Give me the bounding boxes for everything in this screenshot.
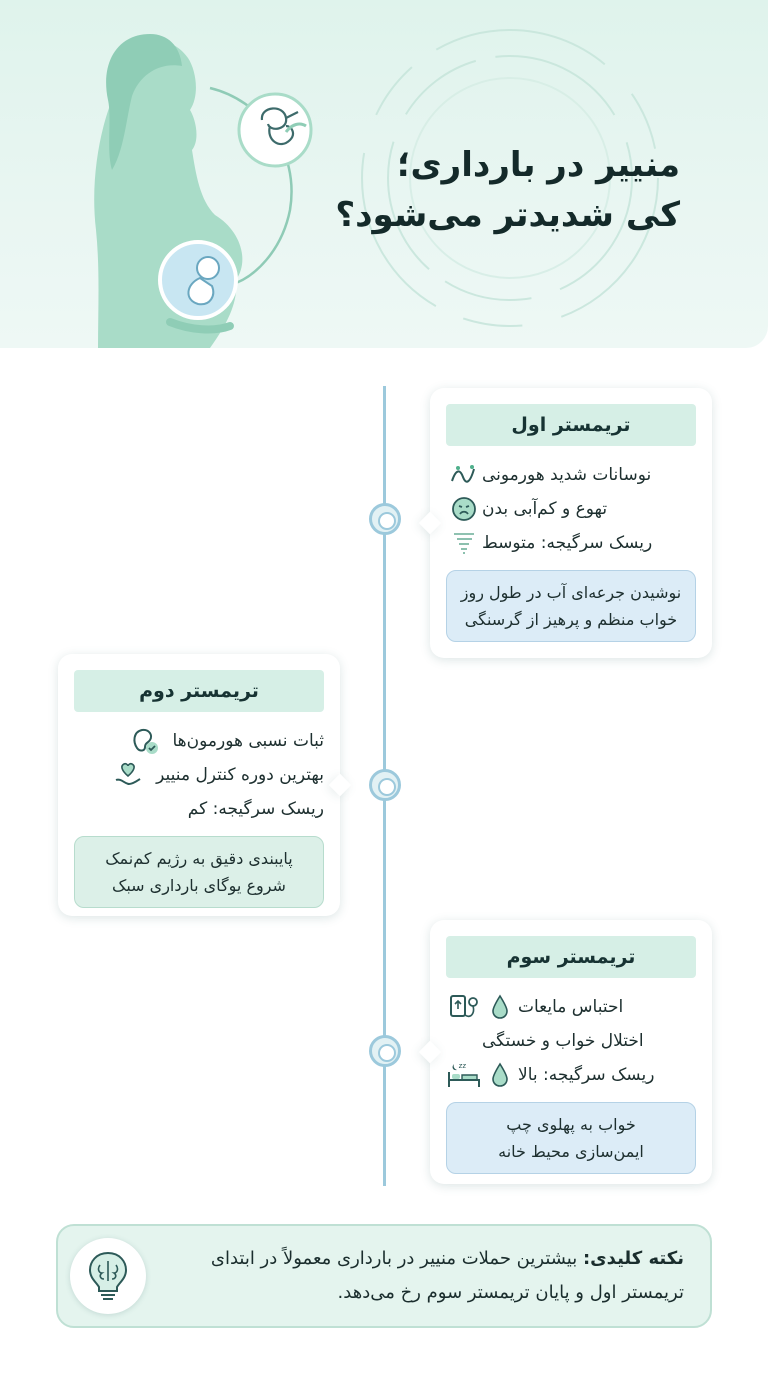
trimester-1-title: تریمستر اول [446,404,696,446]
key-note-body: بیشترین حملات منییر در بارداری معمولاً در ابتدای تریمستر اول و پایان تریمستر سوم رخ می‌دهد. [210,1248,684,1303]
hero-banner [0,0,768,348]
timeline-node-2 [369,769,401,801]
title-line-1: منییر در بارداری؛ [396,145,680,185]
blank-icon-slot [446,1026,482,1056]
tip-line: خواب منظم و پرهیز از گرسنگی [464,610,678,629]
nausea-face-icon [446,494,482,524]
timeline-node-3 [369,1035,401,1067]
trimester-3-card [430,920,712,1184]
trimester-1-item-2 [446,492,696,526]
hormone-wave-icon [446,460,482,490]
svg-text:zz: zz [458,1062,466,1070]
bed-sleep-icon [446,1060,482,1090]
trimester-2-tip [74,836,324,908]
brain-bulb-icon [70,1238,146,1314]
heart-hand-icon [110,760,146,790]
timeline-node-1 [369,503,401,535]
ear-check-icon [126,726,162,756]
trimester-2-item-3 [74,792,324,826]
card-pointer [419,1041,442,1064]
title-line-2: کی شدیدتر می‌شود؟ [335,195,680,235]
tornado-icon [446,528,482,558]
trimester-1-tip [446,570,696,642]
trimester-3-title: تریمستر سوم [446,936,696,978]
item-text: احتباس مایعات [518,997,624,1017]
trimester-3-tip [446,1102,696,1174]
item-text: نوسانات شدید هورمونی [482,465,652,485]
item-text: اختلال خواب و خستگی [482,1031,644,1051]
trimester-1-card [430,388,712,658]
item-text: ثبات نسبی هورمون‌ها [172,731,324,751]
blank-icon-slot [142,794,178,824]
item-text: تهوع و کم‌آبی بدن [482,499,608,519]
key-note-text [164,1242,684,1310]
item-text: ریسک سرگیجه: متوسط [482,533,653,553]
tip-line: شروع یوگای بارداری سبک [112,876,286,895]
water-drop-icon [482,992,518,1022]
trimester-2-card [58,654,340,916]
item-text: بهترین دوره کنترل منییر [156,765,324,785]
item-text: ریسک سرگیجه: کم [187,799,324,819]
trimester-3-item-3 [446,1058,696,1092]
card-pointer [419,512,442,535]
blood-pressure-icon [446,992,482,1022]
tip-line: خواب به پهلوی چپ [506,1115,636,1134]
trimester-3-item-1 [446,990,696,1024]
item-text: ریسک سرگیجه: بالا [518,1065,655,1085]
trimester-1-item-3 [446,526,696,560]
page-title [320,140,680,240]
tip-line: ایمن‌سازی محیط خانه [498,1142,644,1161]
trimester-1-item-1 [446,458,696,492]
tip-line: نوشیدن جرعه‌ای آب در طول روز [460,583,682,602]
card-pointer [329,774,352,797]
key-note-box [56,1224,712,1328]
trimester-3-item-2 [446,1024,696,1058]
trimester-2-title: تریمستر دوم [74,670,324,712]
water-drop-icon [482,1060,518,1090]
trimester-2-item-1 [74,724,324,758]
trimester-2-item-2 [74,758,324,792]
tip-line: پایبندی دقیق به رژیم کم‌نمک [105,849,293,868]
key-note-label: نکته کلیدی: [582,1248,684,1269]
